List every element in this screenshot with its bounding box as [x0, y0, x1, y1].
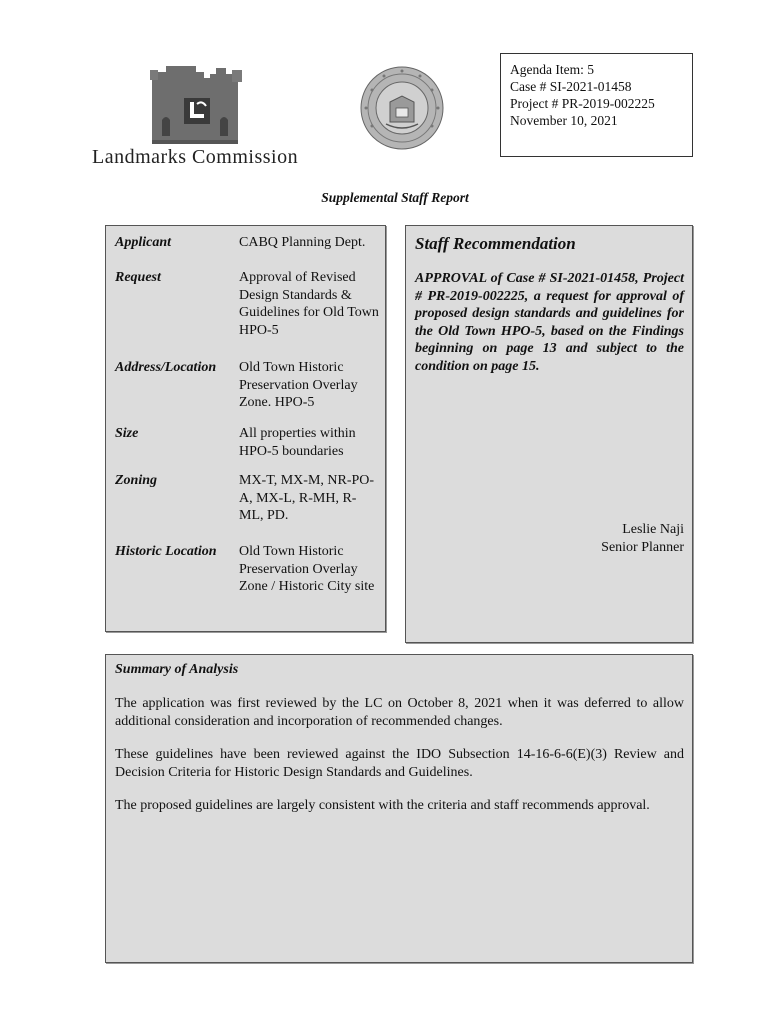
recommendation-signer: [601, 521, 684, 557]
building-facade-icon: [92, 64, 314, 146]
recommendation-body: APPROVAL of Case # SI-2021-01458, Project # PR-2019-002225, a request for approval of proposed design standards and guidelines for the Old Town HPO-5, based on the Findings beginning on page 13 and subject to the condition on page 15.: [415, 271, 684, 374]
summary-paragraph: These guidelines have been reviewed against the IDO Subsection 14-16-6-6(E)(3) Review and Decision Criteria for Historic Design Standards and Guidelines.: [115, 747, 684, 780]
info-value: Old Town Historic Preservation Overlay Zone / Historic City site: [239, 544, 375, 594]
info-label: Size: [115, 426, 139, 441]
summary-paragraph: The application was first reviewed by the LC on October 8, 2021 when it was deferred to allow additional consideration and incorporation of recommended changes.: [115, 696, 684, 729]
signer-name: Leslie Naji: [622, 522, 684, 537]
city-seal-icon: [360, 66, 444, 150]
info-label: Zoning: [115, 473, 158, 488]
recommendation-heading: Staff Recommendation: [415, 234, 576, 253]
agenda-item: Agenda Item: 5: [510, 62, 594, 77]
logo-text: Landmarks Commission: [92, 146, 299, 168]
info-value: MX-T, MX-M, NR-PO-A, MX-L, R-MH, R-ML, PD.: [239, 473, 375, 523]
summary-paragraph: The proposed guidelines are largely consistent with the criteria and staff recommends approval.: [115, 798, 650, 813]
meeting-date: November 10, 2021: [510, 113, 618, 128]
info-value: Old Town Historic Preservation Overlay Zone. HPO-5: [239, 360, 358, 410]
info-value: All properties within HPO-5 boundaries: [239, 426, 356, 459]
info-value: CABQ Planning Dept.: [239, 235, 366, 250]
summary-of-analysis-box: [105, 654, 693, 963]
info-label: Request: [115, 270, 161, 285]
info-label: Applicant: [115, 235, 172, 250]
project-number: Project # PR-2019-002225: [510, 96, 655, 111]
application-info-box: [105, 225, 386, 632]
report-title: Supplemental Staff Report: [321, 190, 469, 205]
agenda-info-box: [500, 53, 693, 157]
staff-recommendation-box: [405, 225, 693, 643]
case-number: Case # SI-2021-01458: [510, 79, 632, 94]
signer-title: Senior Planner: [601, 540, 684, 555]
info-label: Address/Location: [115, 360, 217, 375]
info-value: Approval of Revised Design Standards & Guidelines for Old Town HPO-5: [239, 270, 379, 338]
landmarks-commission-logo: [92, 64, 314, 174]
summary-heading: Summary of Analysis: [115, 662, 239, 677]
info-label: Historic Location: [115, 544, 217, 559]
